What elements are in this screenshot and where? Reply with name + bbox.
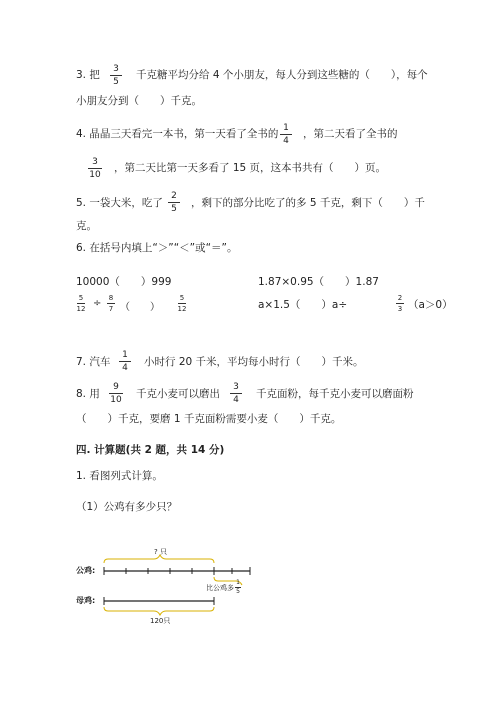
q8-text1: 千克小麦可以磨出 [136, 388, 220, 400]
q6-fraction-2-3: 2 3 [397, 294, 403, 313]
q7-text: 小时行 20 千米，平均每小时行（ ）千米。 [144, 356, 364, 368]
extra-note-fraction: 1 5 [236, 579, 240, 595]
q3-line1 [76, 68, 100, 82]
q4-fraction2: 3 10 [89, 157, 101, 180]
bottom-brace [104, 607, 214, 615]
q4-text1: 4. 晶晶三天看完一本书，第一天看了全书的 [76, 128, 279, 140]
extra-note: 比公鸡多 [206, 584, 234, 592]
q6-item4-right: （a＞0） [408, 299, 453, 311]
section4-sub1: （1）公鸡有多少只？ [76, 501, 178, 513]
q6-fraction-8-7: 8 7 [108, 294, 114, 313]
q6-item4-left: a×1.5（ ）a÷ [258, 299, 348, 311]
q3-text1: 千克糖平均分给 4 个小朋友，每人分到这些糖的（ ），每个 [136, 69, 428, 81]
q6-item2: 1.87×0.95（ ）1.87 [258, 276, 379, 288]
q8-prefix: 8. 用 [76, 388, 100, 400]
diagram-svg [76, 545, 276, 625]
q3-fraction: 3 5 [109, 64, 123, 87]
q4-text2: ，第二天比第一天多看了 15 页，这本书共有（ ）页。 [114, 162, 387, 174]
top-brace-label: ? 只 [154, 548, 167, 556]
bottom-label: 120只 [150, 617, 171, 625]
q6-item1: 10000（ ）999 [76, 276, 172, 288]
q5-text1: 5. 一袋大米，吃了 [76, 197, 163, 209]
line-segment-diagram [76, 545, 276, 625]
q7-fraction: 1 4 [118, 350, 132, 373]
q6-instruction: 6. 在括号内填上“＞”“＜”或“＝”。 [76, 242, 238, 254]
q5-fraction: 2 5 [167, 191, 181, 214]
rooster-label: 公鸡: [76, 566, 96, 575]
q3-text2: 小朋友分到（ ）千克。 [76, 95, 202, 107]
q4-fraction1: 1 4 [279, 123, 293, 146]
q6-blank-paren: （ ） [120, 302, 160, 313]
q4-text1b: ，第二天看了全书的 [303, 128, 398, 140]
q6-fraction-5-12-a: 5 12 [76, 294, 86, 313]
q6-fraction-5-12-b: 5 12 [177, 294, 187, 313]
q8-text2: （ ）千克，要磨 1 千克面粉需要小麦（ ）千克。 [76, 413, 342, 425]
section4-heading: 四. 计算题(共 2 题，共 14 分) [76, 444, 225, 456]
q6-divide-sign: ÷ [93, 298, 102, 309]
q8-fraction1: 9 10 [110, 382, 122, 405]
q5-text2: 克。 [76, 220, 97, 232]
hen-label: 母鸡: [76, 596, 96, 605]
q7-prefix: 7. 汽车 [76, 356, 111, 368]
q8-fraction2: 3 4 [229, 382, 243, 405]
section4-q1: 1. 看图列式计算。 [76, 470, 163, 482]
q8-text1b: 千克面粉，每千克小麦可以磨面粉 [256, 388, 414, 400]
q5-text1b: ，剩下的部分比吃了的多 5 千克，剩下（ ）千 [191, 197, 425, 209]
q3-prefix: 3. 把 [76, 69, 100, 81]
